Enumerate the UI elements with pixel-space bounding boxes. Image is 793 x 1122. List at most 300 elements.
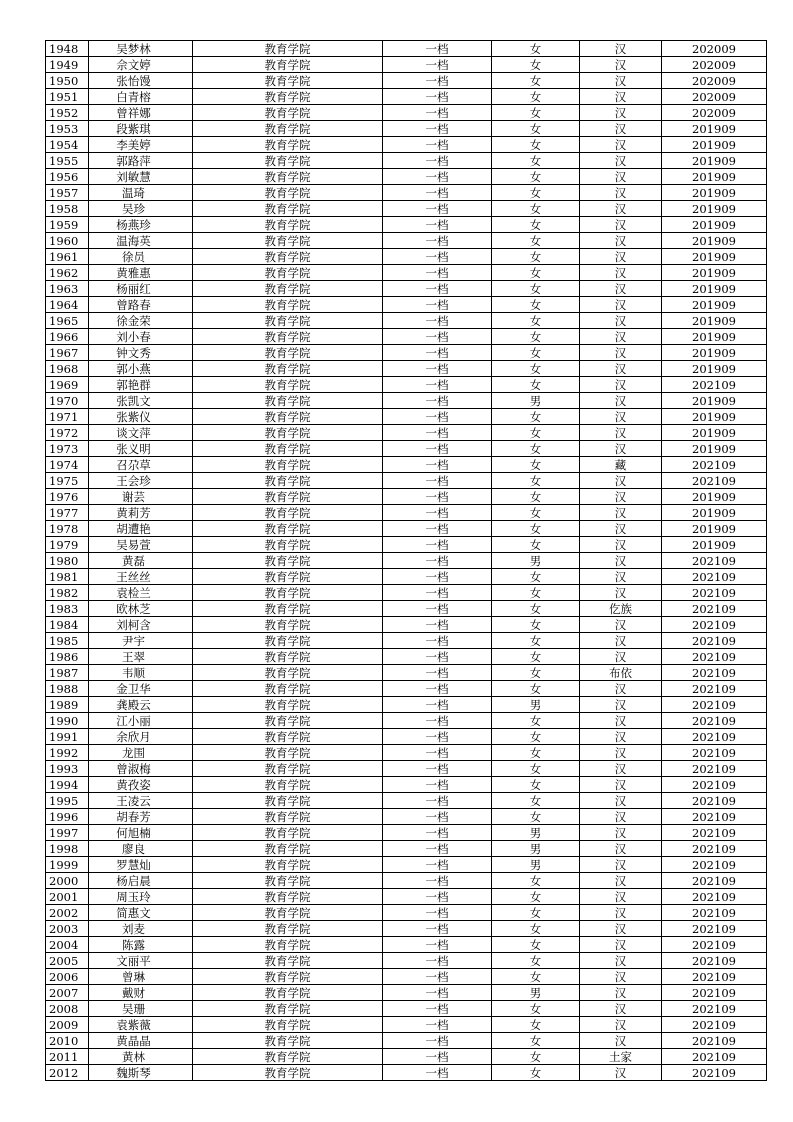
ethnicity-cell: 汉 (580, 137, 662, 153)
grant-level-cell: 一档 (383, 1033, 492, 1049)
row-number-cell: 1948 (46, 41, 89, 57)
gender-cell: 女 (492, 1049, 580, 1065)
row-number-cell: 1976 (46, 489, 89, 505)
gender-cell: 女 (492, 505, 580, 521)
college-cell: 教育学院 (193, 809, 383, 825)
grant-level-cell: 一档 (383, 745, 492, 761)
gender-cell: 女 (492, 217, 580, 233)
grant-level-cell: 一档 (383, 153, 492, 169)
grant-level-cell: 一档 (383, 457, 492, 473)
gender-cell: 女 (492, 1065, 580, 1081)
enrollment-date-cell: 201909 (662, 505, 767, 521)
ethnicity-cell: 汉 (580, 1001, 662, 1017)
grant-level-cell: 一档 (383, 393, 492, 409)
student-name-cell: 吴珍 (89, 201, 193, 217)
enrollment-date-cell: 202109 (662, 809, 767, 825)
gender-cell: 男 (492, 393, 580, 409)
gender-cell: 女 (492, 633, 580, 649)
row-number-cell: 1997 (46, 825, 89, 841)
college-cell: 教育学院 (193, 681, 383, 697)
college-cell: 教育学院 (193, 825, 383, 841)
table-row (46, 777, 767, 793)
row-number-cell: 1967 (46, 345, 89, 361)
enrollment-date-cell: 202109 (662, 905, 767, 921)
ethnicity-cell: 汉 (580, 441, 662, 457)
college-cell: 教育学院 (193, 905, 383, 921)
student-name-cell: 尹宇 (89, 633, 193, 649)
grant-level-cell: 一档 (383, 969, 492, 985)
student-name-cell: 韦顺 (89, 665, 193, 681)
enrollment-date-cell: 202109 (662, 761, 767, 777)
table-row (46, 793, 767, 809)
ethnicity-cell: 汉 (580, 409, 662, 425)
row-number-cell: 1974 (46, 457, 89, 473)
row-number-cell: 1975 (46, 473, 89, 489)
grant-level-cell: 一档 (383, 585, 492, 601)
ethnicity-cell: 汉 (580, 713, 662, 729)
table-row (46, 489, 767, 505)
row-number-cell: 2006 (46, 969, 89, 985)
row-number-cell: 2012 (46, 1065, 89, 1081)
grant-level-cell: 一档 (383, 121, 492, 137)
enrollment-date-cell: 202109 (662, 713, 767, 729)
ethnicity-cell: 汉 (580, 761, 662, 777)
table-row (46, 441, 767, 457)
table-row (46, 585, 767, 601)
college-cell: 教育学院 (193, 1065, 383, 1081)
student-name-cell: 袁检兰 (89, 585, 193, 601)
college-cell: 教育学院 (193, 1017, 383, 1033)
row-number-cell: 1992 (46, 745, 89, 761)
gender-cell: 女 (492, 889, 580, 905)
grant-level-cell: 一档 (383, 761, 492, 777)
table-row (46, 377, 767, 393)
college-cell: 教育学院 (193, 873, 383, 889)
table-row (46, 233, 767, 249)
table-row (46, 937, 767, 953)
ethnicity-cell: 汉 (580, 953, 662, 969)
ethnicity-cell: 汉 (580, 249, 662, 265)
enrollment-date-cell: 202109 (662, 969, 767, 985)
ethnicity-cell: 汉 (580, 153, 662, 169)
grant-level-cell: 一档 (383, 377, 492, 393)
grant-level-cell: 一档 (383, 729, 492, 745)
ethnicity-cell: 藏 (580, 457, 662, 473)
college-cell: 教育学院 (193, 153, 383, 169)
grant-level-cell: 一档 (383, 825, 492, 841)
student-name-cell: 黄晶晶 (89, 1033, 193, 1049)
gender-cell: 女 (492, 1033, 580, 1049)
grant-level-cell: 一档 (383, 89, 492, 105)
ethnicity-cell: 汉 (580, 729, 662, 745)
table-row (46, 729, 767, 745)
row-number-cell: 2007 (46, 985, 89, 1001)
grant-level-cell: 一档 (383, 697, 492, 713)
table-row (46, 425, 767, 441)
student-name-cell: 杨启晨 (89, 873, 193, 889)
student-name-cell: 戴财 (89, 985, 193, 1001)
ethnicity-cell: 汉 (580, 569, 662, 585)
gender-cell: 男 (492, 857, 580, 873)
ethnicity-cell: 土家 (580, 1049, 662, 1065)
enrollment-date-cell: 202109 (662, 1001, 767, 1017)
gender-cell: 女 (492, 937, 580, 953)
enrollment-date-cell: 202109 (662, 729, 767, 745)
table-row (46, 681, 767, 697)
row-number-cell: 1985 (46, 633, 89, 649)
table-row (46, 921, 767, 937)
table-row (46, 633, 767, 649)
enrollment-date-cell: 202109 (662, 793, 767, 809)
enrollment-date-cell: 202109 (662, 569, 767, 585)
gender-cell: 女 (492, 809, 580, 825)
table-row (46, 505, 767, 521)
ethnicity-cell: 汉 (580, 217, 662, 233)
student-name-cell: 廖良 (89, 841, 193, 857)
student-name-cell: 郭小燕 (89, 361, 193, 377)
row-number-cell: 1990 (46, 713, 89, 729)
grant-level-cell: 一档 (383, 41, 492, 57)
row-number-cell: 1961 (46, 249, 89, 265)
row-number-cell: 1972 (46, 425, 89, 441)
gender-cell: 女 (492, 873, 580, 889)
table-row (46, 73, 767, 89)
row-number-cell: 1993 (46, 761, 89, 777)
student-name-cell: 王会珍 (89, 473, 193, 489)
student-name-cell: 刘敏慧 (89, 169, 193, 185)
college-cell: 教育学院 (193, 985, 383, 1001)
student-name-cell: 王凌云 (89, 793, 193, 809)
college-cell: 教育学院 (193, 585, 383, 601)
ethnicity-cell: 汉 (580, 969, 662, 985)
gender-cell: 女 (492, 425, 580, 441)
table-row (46, 281, 767, 297)
table-row (46, 457, 767, 473)
enrollment-date-cell: 201909 (662, 137, 767, 153)
student-name-cell: 曾祥娜 (89, 105, 193, 121)
student-name-cell: 黄林 (89, 1049, 193, 1065)
college-cell: 教育学院 (193, 489, 383, 505)
row-number-cell: 1959 (46, 217, 89, 233)
college-cell: 教育学院 (193, 57, 383, 73)
enrollment-date-cell: 202109 (662, 857, 767, 873)
enrollment-date-cell: 202109 (662, 841, 767, 857)
grant-level-cell: 一档 (383, 809, 492, 825)
student-name-cell: 刘麦 (89, 921, 193, 937)
row-number-cell: 1964 (46, 297, 89, 313)
enrollment-date-cell: 202009 (662, 41, 767, 57)
row-number-cell: 1960 (46, 233, 89, 249)
grant-level-cell: 一档 (383, 985, 492, 1001)
table-row (46, 473, 767, 489)
table-row (46, 57, 767, 73)
gender-cell: 女 (492, 265, 580, 281)
table-row (46, 809, 767, 825)
ethnicity-cell: 汉 (580, 201, 662, 217)
college-cell: 教育学院 (193, 297, 383, 313)
row-number-cell: 1981 (46, 569, 89, 585)
gender-cell: 女 (492, 441, 580, 457)
student-roster-table (45, 40, 767, 1081)
gender-cell: 女 (492, 73, 580, 89)
enrollment-date-cell: 202109 (662, 1065, 767, 1081)
row-number-cell: 1970 (46, 393, 89, 409)
enrollment-date-cell: 202109 (662, 937, 767, 953)
row-number-cell: 1991 (46, 729, 89, 745)
table-row (46, 985, 767, 1001)
college-cell: 教育学院 (193, 457, 383, 473)
student-name-cell: 张义明 (89, 441, 193, 457)
grant-level-cell: 一档 (383, 1001, 492, 1017)
enrollment-date-cell: 201909 (662, 313, 767, 329)
grant-level-cell: 一档 (383, 265, 492, 281)
college-cell: 教育学院 (193, 1049, 383, 1065)
student-name-cell: 钟文秀 (89, 345, 193, 361)
grant-level-cell: 一档 (383, 185, 492, 201)
gender-cell: 女 (492, 409, 580, 425)
table-row (46, 601, 767, 617)
ethnicity-cell: 汉 (580, 361, 662, 377)
table-row (46, 121, 767, 137)
row-number-cell: 2003 (46, 921, 89, 937)
row-number-cell: 1989 (46, 697, 89, 713)
student-name-cell: 王翠 (89, 649, 193, 665)
student-name-cell: 温琦 (89, 185, 193, 201)
ethnicity-cell: 汉 (580, 505, 662, 521)
enrollment-date-cell: 202109 (662, 457, 767, 473)
enrollment-date-cell: 201909 (662, 249, 767, 265)
grant-level-cell: 一档 (383, 409, 492, 425)
ethnicity-cell: 汉 (580, 489, 662, 505)
college-cell: 教育学院 (193, 281, 383, 297)
grant-level-cell: 一档 (383, 217, 492, 233)
gender-cell: 女 (492, 313, 580, 329)
ethnicity-cell: 汉 (580, 281, 662, 297)
ethnicity-cell: 仡族 (580, 601, 662, 617)
row-number-cell: 1996 (46, 809, 89, 825)
student-name-cell: 余欣月 (89, 729, 193, 745)
grant-level-cell: 一档 (383, 137, 492, 153)
table-row (46, 265, 767, 281)
student-name-cell: 简惠文 (89, 905, 193, 921)
row-number-cell: 1982 (46, 585, 89, 601)
college-cell: 教育学院 (193, 793, 383, 809)
row-number-cell: 1963 (46, 281, 89, 297)
gender-cell: 女 (492, 745, 580, 761)
college-cell: 教育学院 (193, 425, 383, 441)
college-cell: 教育学院 (193, 409, 383, 425)
enrollment-date-cell: 201909 (662, 281, 767, 297)
row-number-cell: 1966 (46, 329, 89, 345)
row-number-cell: 1955 (46, 153, 89, 169)
table-row (46, 537, 767, 553)
student-name-cell: 徐金荣 (89, 313, 193, 329)
grant-level-cell: 一档 (383, 521, 492, 537)
college-cell: 教育学院 (193, 313, 383, 329)
grant-level-cell: 一档 (383, 505, 492, 521)
ethnicity-cell: 汉 (580, 841, 662, 857)
grant-level-cell: 一档 (383, 489, 492, 505)
row-number-cell: 1958 (46, 201, 89, 217)
enrollment-date-cell: 202109 (662, 777, 767, 793)
row-number-cell: 1952 (46, 105, 89, 121)
table-row (46, 521, 767, 537)
grant-level-cell: 一档 (383, 441, 492, 457)
enrollment-date-cell: 201909 (662, 169, 767, 185)
row-number-cell: 1986 (46, 649, 89, 665)
enrollment-date-cell: 201909 (662, 409, 767, 425)
student-name-cell: 黄莉芳 (89, 505, 193, 521)
student-name-cell: 曾路春 (89, 297, 193, 313)
table-row (46, 553, 767, 569)
gender-cell: 女 (492, 457, 580, 473)
table-row (46, 697, 767, 713)
gender-cell: 女 (492, 969, 580, 985)
college-cell: 教育学院 (193, 73, 383, 89)
table-row (46, 361, 767, 377)
college-cell: 教育学院 (193, 505, 383, 521)
grant-level-cell: 一档 (383, 793, 492, 809)
ethnicity-cell: 汉 (580, 633, 662, 649)
student-name-cell: 胡遭艳 (89, 521, 193, 537)
grant-level-cell: 一档 (383, 361, 492, 377)
ethnicity-cell: 汉 (580, 233, 662, 249)
grant-level-cell: 一档 (383, 233, 492, 249)
student-name-cell: 曾琳 (89, 969, 193, 985)
ethnicity-cell: 汉 (580, 921, 662, 937)
table-row (46, 41, 767, 57)
student-name-cell: 佘文婷 (89, 57, 193, 73)
student-name-cell: 吴易萱 (89, 537, 193, 553)
table-row (46, 1001, 767, 1017)
enrollment-date-cell: 202109 (662, 585, 767, 601)
enrollment-date-cell: 201909 (662, 345, 767, 361)
college-cell: 教育学院 (193, 201, 383, 217)
gender-cell: 女 (492, 89, 580, 105)
gender-cell: 女 (492, 169, 580, 185)
ethnicity-cell: 汉 (580, 937, 662, 953)
table-row (46, 89, 767, 105)
grant-level-cell: 一档 (383, 105, 492, 121)
student-name-cell: 文丽平 (89, 953, 193, 969)
college-cell: 教育学院 (193, 649, 383, 665)
college-cell: 教育学院 (193, 569, 383, 585)
row-number-cell: 1965 (46, 313, 89, 329)
college-cell: 教育学院 (193, 665, 383, 681)
table-row (46, 1065, 767, 1081)
row-number-cell: 1949 (46, 57, 89, 73)
grant-level-cell: 一档 (383, 73, 492, 89)
college-cell: 教育学院 (193, 841, 383, 857)
ethnicity-cell: 汉 (580, 745, 662, 761)
gender-cell: 女 (492, 521, 580, 537)
college-cell: 教育学院 (193, 137, 383, 153)
gender-cell: 男 (492, 553, 580, 569)
grant-level-cell: 一档 (383, 633, 492, 649)
student-name-cell: 黄雅惠 (89, 265, 193, 281)
ethnicity-cell: 汉 (580, 777, 662, 793)
enrollment-date-cell: 201909 (662, 233, 767, 249)
table-row (46, 713, 767, 729)
student-name-cell: 曾淑梅 (89, 761, 193, 777)
college-cell: 教育学院 (193, 1033, 383, 1049)
table-row (46, 201, 767, 217)
gender-cell: 女 (492, 345, 580, 361)
row-number-cell: 2010 (46, 1033, 89, 1049)
ethnicity-cell: 汉 (580, 905, 662, 921)
college-cell: 教育学院 (193, 265, 383, 281)
document-page (45, 40, 766, 1081)
student-name-cell: 欧林芝 (89, 601, 193, 617)
college-cell: 教育学院 (193, 521, 383, 537)
enrollment-date-cell: 202109 (662, 681, 767, 697)
enrollment-date-cell: 202109 (662, 921, 767, 937)
student-name-cell: 刘柯含 (89, 617, 193, 633)
enrollment-date-cell: 202009 (662, 105, 767, 121)
row-number-cell: 1954 (46, 137, 89, 153)
table-row (46, 1033, 767, 1049)
grant-level-cell: 一档 (383, 713, 492, 729)
row-number-cell: 1977 (46, 505, 89, 521)
ethnicity-cell: 汉 (580, 793, 662, 809)
table-row (46, 825, 767, 841)
college-cell: 教育学院 (193, 169, 383, 185)
gender-cell: 女 (492, 137, 580, 153)
enrollment-date-cell: 202109 (662, 825, 767, 841)
gender-cell: 女 (492, 1001, 580, 1017)
grant-level-cell: 一档 (383, 169, 492, 185)
college-cell: 教育学院 (193, 953, 383, 969)
student-name-cell: 杨丽红 (89, 281, 193, 297)
grant-level-cell: 一档 (383, 617, 492, 633)
row-number-cell: 1995 (46, 793, 89, 809)
enrollment-date-cell: 201909 (662, 441, 767, 457)
row-number-cell: 1984 (46, 617, 89, 633)
student-name-cell: 陈露 (89, 937, 193, 953)
ethnicity-cell: 汉 (580, 617, 662, 633)
grant-level-cell: 一档 (383, 777, 492, 793)
ethnicity-cell: 汉 (580, 1065, 662, 1081)
gender-cell: 男 (492, 841, 580, 857)
enrollment-date-cell: 201909 (662, 153, 767, 169)
ethnicity-cell: 汉 (580, 537, 662, 553)
grant-level-cell: 一档 (383, 665, 492, 681)
ethnicity-cell: 汉 (580, 377, 662, 393)
enrollment-date-cell: 202109 (662, 873, 767, 889)
ethnicity-cell: 汉 (580, 521, 662, 537)
row-number-cell: 1950 (46, 73, 89, 89)
college-cell: 教育学院 (193, 713, 383, 729)
ethnicity-cell: 汉 (580, 329, 662, 345)
student-name-cell: 谈文萍 (89, 425, 193, 441)
enrollment-date-cell: 201909 (662, 265, 767, 281)
grant-level-cell: 一档 (383, 681, 492, 697)
gender-cell: 女 (492, 41, 580, 57)
table-row (46, 569, 767, 585)
ethnicity-cell: 汉 (580, 297, 662, 313)
gender-cell: 女 (492, 601, 580, 617)
ethnicity-cell: 汉 (580, 809, 662, 825)
grant-level-cell: 一档 (383, 1049, 492, 1065)
grant-level-cell: 一档 (383, 953, 492, 969)
grant-level-cell: 一档 (383, 937, 492, 953)
gender-cell: 女 (492, 569, 580, 585)
grant-level-cell: 一档 (383, 649, 492, 665)
college-cell: 教育学院 (193, 601, 383, 617)
college-cell: 教育学院 (193, 697, 383, 713)
student-name-cell: 徐员 (89, 249, 193, 265)
row-number-cell: 2005 (46, 953, 89, 969)
